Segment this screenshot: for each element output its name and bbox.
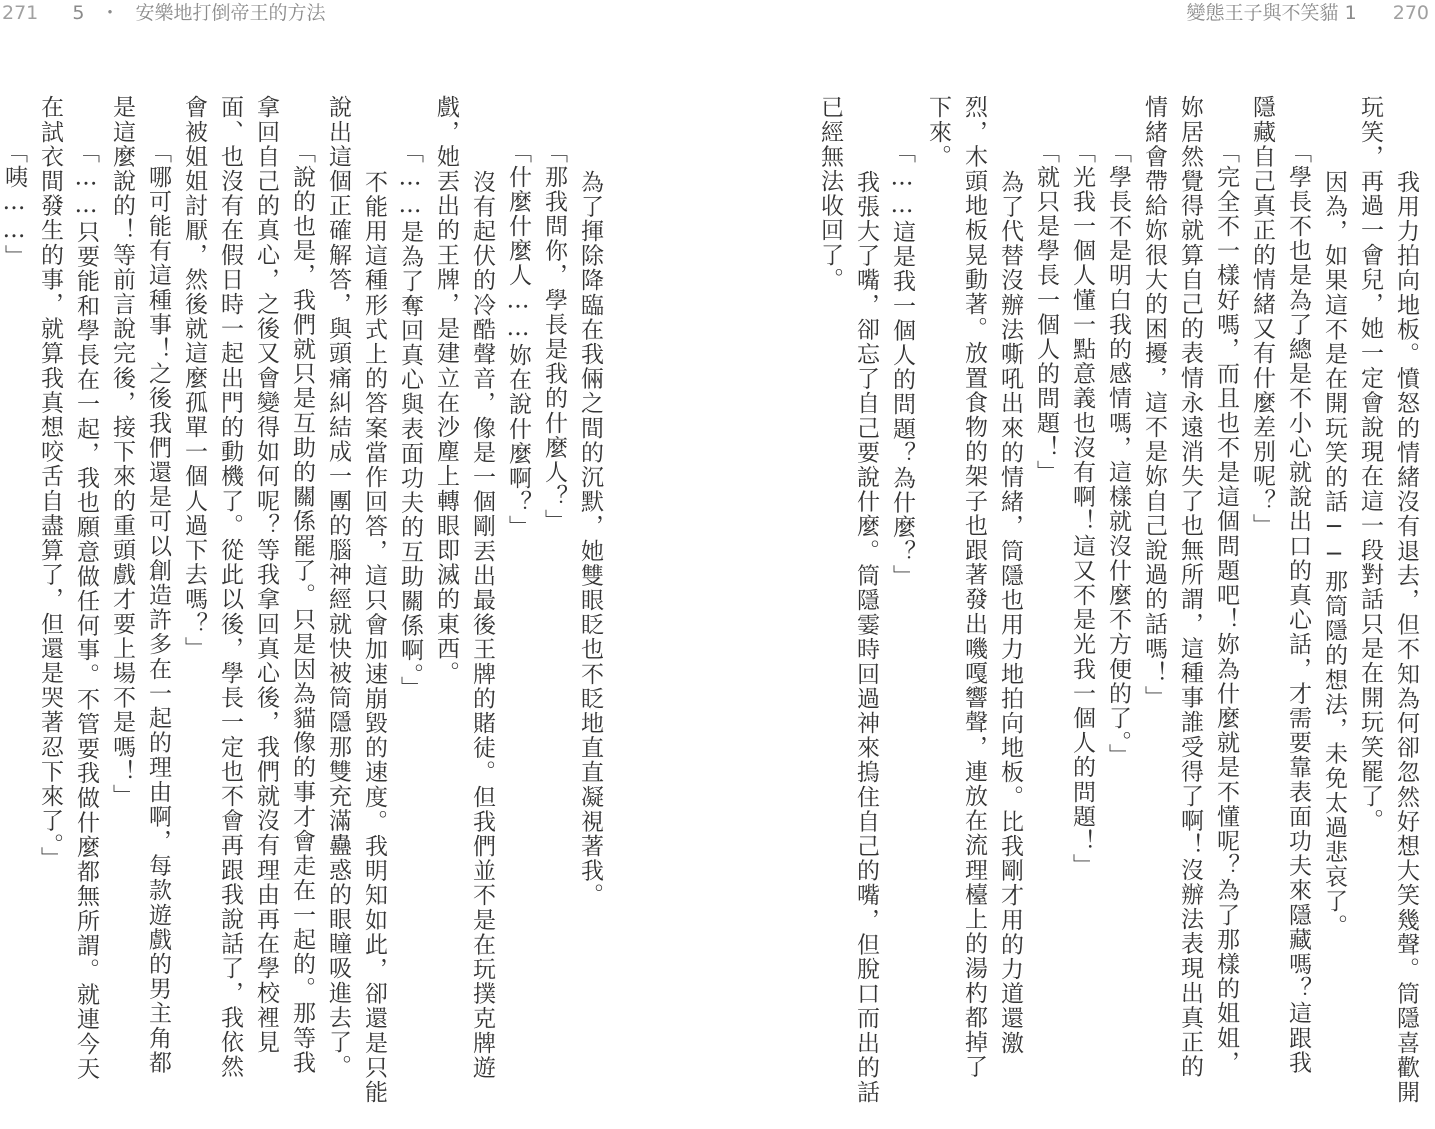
text-column: 沒有起伏的冷酷聲音，像是一個剛丟出最後王牌的賭徒。但我們並不是在玩撲克牌遊 [469, 145, 495, 1080]
text-column: 我張大了嘴，卻忘了自己要說什麼。筒隱霎時回過神來摀住自己的嘴，但脫口而出的話 [853, 145, 879, 1105]
text-column: 會被姐姐討厭，然後就這麼孤單一個人過下去嗎？」 [181, 95, 207, 661]
text-column: 「哪可能有這種事！之後我們還是可以創造許多在一起的理由啊，每款遊戲的男主角都 [145, 140, 171, 1075]
text-column: 「說的也是，我們就只是互助的關係罷了。只是因為貓像的事才會走在一起的。那等我 [289, 140, 315, 1075]
text-column: 拿回自己的真心，之後又會變得如何呢？等我拿回真心後，我們就沒有理由再在學校裡見 [253, 95, 279, 1055]
text-column: 玩笑，再過一會兒，她一定會說現在這一段對話只是在開玩笑罷了。 [1357, 95, 1383, 833]
text-column: 「咦……」 [1, 140, 27, 269]
text-column: 「光我一個人懂一點意義也沒有啊！這又不是光我一個人的問題！」 [1069, 140, 1095, 878]
page-270 [700, 90, 1435, 1105]
text-column: 「學長不也是為了總是不小心就說出口的真心話，才需要靠表面功夫來隱藏嗎？這跟我 [1285, 140, 1311, 1075]
text-column: 隱藏自己真正的情緒又有什麼差別呢？」 [1249, 95, 1275, 538]
text-column: 是這麼說的！等前言說完後，接下來的重頭戲才要上場不是嗎！」 [109, 95, 135, 809]
text-column: 不能用這種形式上的答案當作回答，這只會加速崩毀的速度。我明知如此，卻還是只能 [361, 145, 387, 1105]
page-271 [0, 90, 640, 1105]
text-column: 「就只是學長一個人的問題！」 [1033, 140, 1059, 485]
text-column: 因為，如果這不是在開玩笑的話──那筒隱的想法，未免太過悲哀了。 [1321, 145, 1347, 939]
text-column: 「那我問你，學長是我的什麼人？」 [541, 140, 567, 534]
text-column: 「學長不是明白我的感情嗎，這樣就沒什麼不方便的了。」 [1105, 140, 1131, 769]
text-column: 烈，木頭地板晃動著。放置食物的架子也跟著發出嘰嘎響聲，連放在流理檯上的湯杓都掉了 [961, 95, 987, 1079]
text-column: 情緒會帶給妳很大的困擾，這不是妳自己說過的話嗎！」 [1141, 95, 1167, 710]
text-column: 「……這是我一個人的問題？為什麼？」 [889, 140, 915, 589]
text-column: 「……是為了奪回真心與表面功夫的互助關係啊。」 [397, 140, 423, 701]
text-column: 為了代替沒辦法嘶吼出來的情緒，筒隱也用力地拍向地板。比我剛才用的力道還激 [997, 145, 1023, 1056]
text-column: 我用力拍向地板。憤怒的情緒沒有退去，但不知為何卻忽然好想大笑幾聲。筒隱喜歡開 [1393, 145, 1419, 1105]
running-head-left [2, 0, 326, 28]
text-column: 為了揮除降臨在我倆之間的沉默，她雙眼眨也不眨地直直凝視著我。 [577, 145, 603, 908]
text-column: 「……只要能和學長在一起，我也願意做任何事。不管要我做什麼都無所謂。就連今天 [73, 140, 99, 1081]
chapter-separator: ・ [100, 2, 120, 24]
chapter-number: 5 [72, 2, 85, 24]
text-column: 「什麼什麼人……妳在說什麼啊？」 [505, 140, 531, 540]
running-head-right [1187, 0, 1429, 28]
chapter-title: 安樂地打倒帝王的方法 [135, 2, 326, 24]
text-column: 面、也沒有在假日時一起出門的動機了。從此以後，學長一定也不會再跟我說話了，我依然 [217, 95, 243, 1079]
text-column: 下來。 [925, 95, 951, 169]
text-column: 「完全不一樣好嗎，而且也不是這個問題吧！妳為什麼就是不懂呢？為了那樣的姐姐， [1213, 140, 1239, 1075]
text-column: 戲，她丟出的王牌，是建立在沙塵上轉眼即滅的東西。 [433, 95, 459, 686]
text-column: 妳居然覺得就算自己的表情永遠消失了也無所謂，這種事誰受得了啊！沒辦法表現出真正的 [1177, 95, 1203, 1079]
text-column: 已經無法收回了。 [817, 95, 843, 292]
text-column: 在試衣間發生的事，就算我真想咬舌自盡算了，但還是哭著忍下來了。」 [37, 95, 63, 871]
book-title: 變態王子與不笑貓 1 [1186, 2, 1357, 24]
page-number-right: 270 [1392, 2, 1429, 24]
page-number-left: 271 [2, 2, 39, 24]
text-column: 說出這個正確解答，與頭痛糾結成一團的腦神經就快被筒隱那雙充滿蠱惑的眼瞳吸進去了。 [325, 95, 351, 1079]
